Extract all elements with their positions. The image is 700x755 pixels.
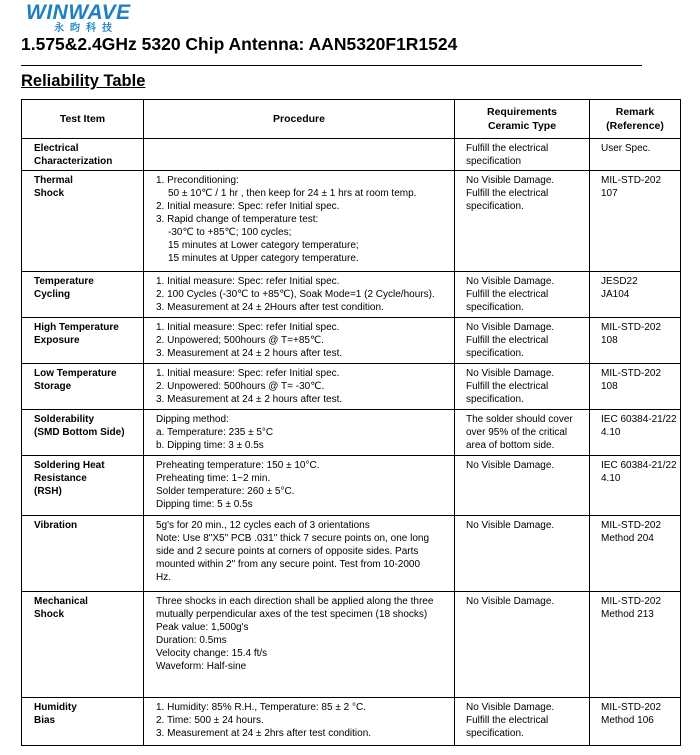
logo-chinese-name: 永昀科技: [54, 23, 118, 34]
remark-line: JA104: [601, 289, 630, 300]
remark-line: IEC 60384-21/22: [601, 414, 677, 425]
remark-cell: [590, 516, 681, 592]
procedure-line: Preheating time: 1~2 min.: [156, 473, 271, 484]
remark-cell: [590, 318, 681, 364]
header-requirements: Requirements Ceramic Type: [455, 100, 590, 139]
test-item-cell: [22, 516, 144, 592]
test-item-cell: [22, 456, 144, 516]
remark-line: MIL-STD-202: [601, 368, 662, 379]
remark-cell: [590, 171, 681, 272]
test-item-line: Storage: [34, 381, 72, 392]
logo-wordmark: WINWAVE: [26, 1, 131, 24]
procedure-line: mounted within 2" from any secure point. Test from 10-2000: [156, 559, 421, 570]
remark-cell: [590, 272, 681, 318]
procedure-line: Hz.: [156, 572, 171, 583]
company-logo: [26, 3, 196, 35]
test-item-line: Low Temperature: [34, 368, 117, 379]
table-row: [22, 171, 681, 272]
test-item-line: Solderability: [34, 414, 95, 425]
test-item-line: Temperature: [34, 276, 94, 287]
requirements-line: specification.: [466, 394, 524, 405]
remark-line: IEC 60384-21/22: [601, 460, 677, 471]
remark-line: 108: [601, 335, 618, 346]
procedure-line: 15 minutes at Lower category temperature;: [168, 240, 359, 251]
procedure-line: 3. Rapid change of temperature test:: [156, 214, 319, 225]
table-row: [22, 139, 681, 171]
procedure-line: Dipping method:: [156, 414, 229, 425]
test-item-line: High Temperature: [34, 322, 119, 333]
remark-cell: [590, 698, 681, 746]
requirements-line: Fulfill the electrical: [466, 143, 549, 154]
test-item-line: Soldering Heat: [34, 460, 105, 471]
remark-line: 4.10: [601, 427, 621, 438]
procedure-line: Preheating temperature: 150 ± 10°C.: [156, 460, 320, 471]
procedure-cell: [144, 516, 455, 592]
procedure-line: mutually perpendicular axes of the test specimen (18 shocks): [156, 609, 428, 620]
test-item-cell: [22, 364, 144, 410]
test-item-line: Mechanical: [34, 596, 88, 607]
procedure-line: a. Temperature: 235 ± 5°C: [156, 427, 274, 438]
procedure-line: 1. Initial measure: Spec: refer Initial spec.: [156, 368, 340, 379]
requirements-line: No Visible Damage.: [466, 368, 555, 379]
requirements-line: No Visible Damage.: [466, 322, 555, 333]
test-item-line: Characterization: [34, 156, 113, 167]
procedure-line: 2. Time: 500 ± 24 hours.: [156, 715, 264, 726]
table-row: [22, 318, 681, 364]
procedure-line: 3. Measurement at 24 ± 2Hours after test condition.: [156, 302, 384, 313]
remark-line: 107: [601, 188, 618, 199]
procedure-line: Waveform: Half-sine: [156, 661, 247, 672]
procedure-line: Velocity change: 15.4 ft/s: [156, 648, 268, 659]
procedure-line: Peak value: 1,500g's: [156, 622, 249, 633]
remark-line: MIL-STD-202: [601, 702, 662, 713]
test-item-line: Vibration: [34, 520, 78, 531]
requirements-line: No Visible Damage.: [466, 460, 555, 471]
procedure-line: b. Dipping time: 3 ± 0.5s: [156, 440, 264, 451]
requirements-line: specification: [466, 156, 522, 167]
requirements-cell: [455, 516, 590, 592]
requirements-cell: [455, 410, 590, 456]
requirements-line: Fulfill the electrical: [466, 188, 549, 199]
header-procedure: Procedure: [144, 100, 455, 139]
remark-line: MIL-STD-202: [601, 322, 662, 333]
table-row: [22, 410, 681, 456]
remark-cell: [590, 456, 681, 516]
procedure-line: 15 minutes at Upper category temperature.: [168, 253, 359, 264]
requirements-line: No Visible Damage.: [466, 702, 555, 713]
procedure-line: 3. Measurement at 24 ± 2 hours after test.: [156, 348, 343, 359]
procedure-line: Solder temperature: 260 ± 5°C.: [156, 486, 295, 497]
requirements-line: Fulfill the electrical: [466, 715, 549, 726]
procedure-line: Three shocks in each direction shall be applied along the three: [156, 596, 434, 607]
remark-line: 108: [601, 381, 618, 392]
requirements-line: specification.: [466, 302, 524, 313]
test-item-cell: [22, 272, 144, 318]
procedure-cell: [144, 592, 455, 698]
procedure-line: 1. Initial measure: Spec: refer Initial spec.: [156, 276, 340, 287]
procedure-cell: [144, 410, 455, 456]
procedure-cell: [144, 698, 455, 746]
procedure-cell: [144, 318, 455, 364]
requirements-line: Fulfill the electrical: [466, 289, 549, 300]
test-item-cell: [22, 410, 144, 456]
header-test-item: Test Item: [22, 100, 144, 139]
requirements-line: The solder should cover: [466, 414, 573, 425]
table-row: [22, 456, 681, 516]
procedure-line: 2. Unpowered: 500hours @ T= -30℃.: [156, 381, 325, 392]
title-divider: [21, 65, 642, 66]
procedure-cell: [144, 364, 455, 410]
procedure-line: 2. 100 Cycles (-30℃ to +85℃), Soak Mode=1 (2 Cycle/hours).: [156, 289, 435, 300]
remark-line: MIL-STD-202: [601, 520, 662, 531]
remark-line: MIL-STD-202: [601, 175, 662, 186]
requirements-line: specification.: [466, 201, 524, 212]
requirements-cell: [455, 318, 590, 364]
requirements-line: specification.: [466, 348, 524, 359]
test-item-line: Cycling: [34, 289, 71, 300]
test-item-line: Shock: [34, 609, 65, 620]
test-item-line: Humidity: [34, 702, 77, 713]
procedure-line: -30℃ to +85℃; 100 cycles;: [168, 227, 292, 238]
requirements-cell: [455, 171, 590, 272]
remark-line: Method 204: [601, 533, 654, 544]
requirements-cell: [455, 592, 590, 698]
requirements-line: Fulfill the electrical: [466, 335, 549, 346]
requirements-cell: [455, 139, 590, 171]
procedure-line: 2. Unpowered; 500hours @ T=+85℃.: [156, 335, 324, 346]
requirements-cell: [455, 272, 590, 318]
remark-line: MIL-STD-202: [601, 596, 662, 607]
table-row: [22, 516, 681, 592]
test-item-line: (RSH): [34, 486, 62, 497]
test-item-line: (SMD Bottom Side): [34, 427, 125, 438]
test-item-cell: [22, 318, 144, 364]
remark-cell: [590, 410, 681, 456]
procedure-line: 3. Measurement at 24 ± 2 hours after test.: [156, 394, 343, 405]
reliability-table: [21, 99, 681, 746]
test-item-cell: [22, 139, 144, 171]
remark-cell: [590, 364, 681, 410]
requirements-line: No Visible Damage.: [466, 520, 555, 531]
procedure-line: 1. Humidity: 85% R.H., Temperature: 85 ± 2 °C.: [156, 702, 366, 713]
requirements-line: area of bottom side.: [466, 440, 555, 451]
procedure-line: 2. Initial measure: Spec: refer Initial spec.: [156, 201, 340, 212]
procedure-line: Duration: 0.5ms: [156, 635, 227, 646]
table-row: [22, 272, 681, 318]
procedure-line: 1. Initial measure: Spec: refer Initial spec.: [156, 322, 340, 333]
table-row: [22, 592, 681, 698]
remark-line: 4.10: [601, 473, 621, 484]
test-item-line: Bias: [34, 715, 56, 726]
requirements-cell: [455, 364, 590, 410]
table-body: [22, 139, 681, 746]
test-item-line: Resistance: [34, 473, 87, 484]
procedure-line: Note: Use 8"X5" PCB .031" thick 7 secure points on, one long: [156, 533, 430, 544]
table-row: [22, 364, 681, 410]
requirements-line: over 95% of the critical: [466, 427, 568, 438]
remark-line: JESD22: [601, 276, 638, 287]
remark-line: Method 106: [601, 715, 654, 726]
table-header-row: [22, 100, 681, 139]
requirements-line: No Visible Damage.: [466, 175, 555, 186]
requirements-line: No Visible Damage.: [466, 276, 555, 287]
test-item-cell: [22, 698, 144, 746]
requirements-line: Fulfill the electrical: [466, 381, 549, 392]
requirements-line: specification.: [466, 728, 524, 739]
document-title: 1.575&2.4GHz 5320 Chip Antenna: AAN5320F1R1524: [21, 34, 458, 54]
remark-cell: [590, 592, 681, 698]
test-item-cell: [22, 171, 144, 272]
procedure-cell: [144, 171, 455, 272]
remark-line: User Spec.: [601, 143, 651, 154]
procedure-cell: [144, 139, 455, 171]
procedure-line: 3. Measurement at 24 ± 2hrs after test condition.: [156, 728, 372, 739]
test-item-line: Electrical: [34, 143, 79, 154]
procedure-line: 1. Preconditioning:: [156, 175, 239, 186]
test-item-line: Exposure: [34, 335, 80, 346]
header-remark: Remark (Reference): [590, 100, 681, 139]
remark-cell: [590, 139, 681, 171]
procedure-cell: [144, 272, 455, 318]
test-item-line: Thermal: [34, 175, 73, 186]
procedure-line: Dipping time: 5 ± 0.5s: [156, 499, 253, 510]
procedure-cell: [144, 456, 455, 516]
requirements-cell: [455, 698, 590, 746]
section-heading: Reliability Table: [21, 72, 146, 90]
test-item-cell: [22, 592, 144, 698]
test-item-line: Shock: [34, 188, 65, 199]
procedure-line: 5g's for 20 min., 12 cycles each of 3 orientations: [156, 520, 370, 531]
remark-line: Method 213: [601, 609, 654, 620]
procedure-line: side and 2 secure points at corners of opposite sides. Parts: [156, 546, 419, 557]
procedure-line: 50 ± 10℃ / 1 hr , then keep for 24 ± 1 hrs at room temp.: [168, 188, 417, 199]
table-row: [22, 698, 681, 746]
requirements-cell: [455, 456, 590, 516]
requirements-line: No Visible Damage.: [466, 596, 555, 607]
